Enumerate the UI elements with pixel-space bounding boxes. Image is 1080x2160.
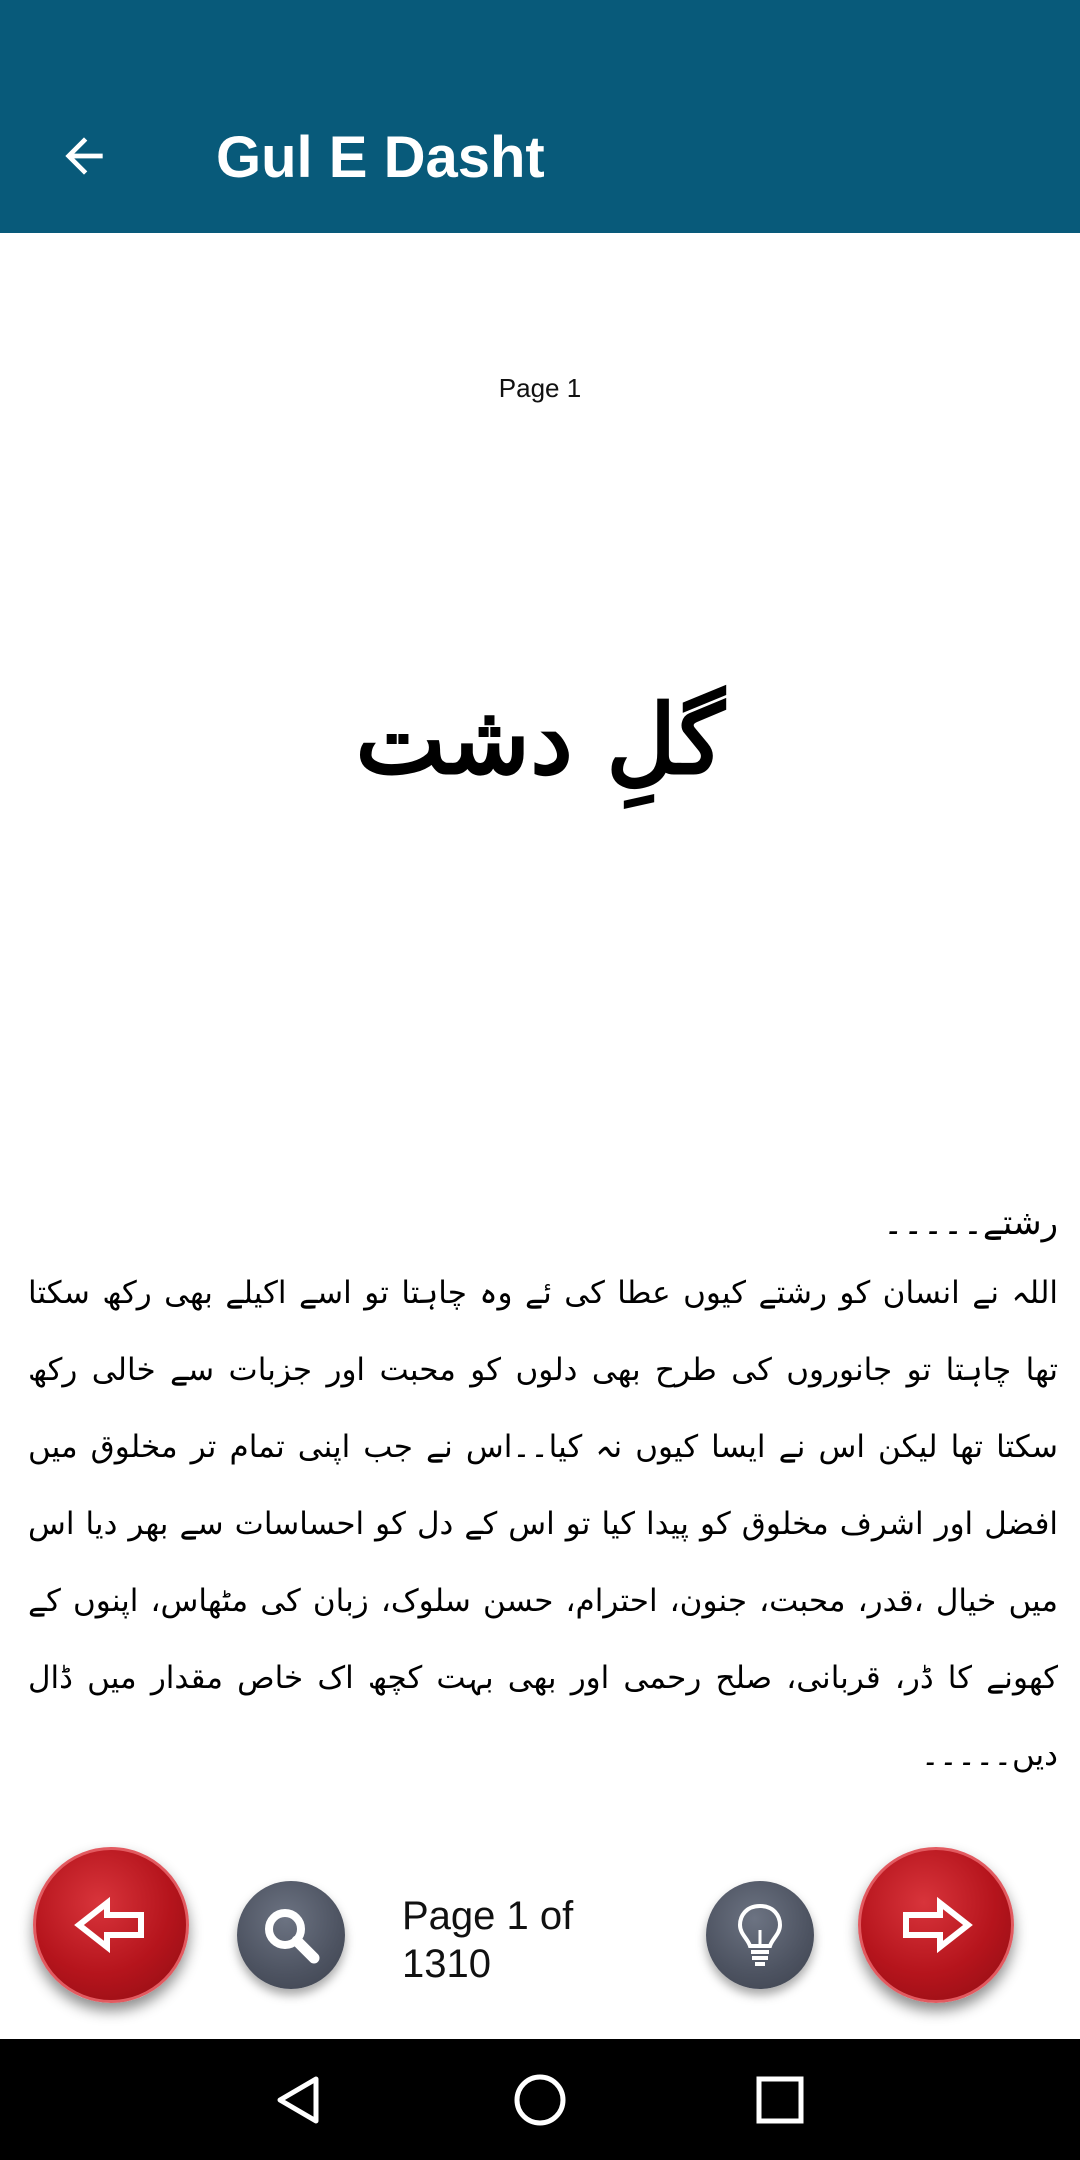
system-home-button[interactable] xyxy=(505,2065,575,2135)
arrow-right-outline-icon xyxy=(896,1895,976,1955)
system-back-button[interactable] xyxy=(264,2065,334,2135)
system-navigation-bar xyxy=(0,2039,1080,2160)
body-text xyxy=(28,1191,1058,1794)
paragraph: اللہ نے انسان کو رشتے کیوں عطا کی ئے وہ چاہتا تو اسے اکیلے بھی رکھ سکتا تھا چاہتا تو جانوروں کی طرح بھی دلوں کو محبت اور جزبات سے خالی رکھ سکتا تھا لیکن اس نے ایسا کیوں نہ کیا۔۔اس نے جب اپنی تمام تر مخلوق میں افضل اور اشرف مخلوق کو پیدا کیا تو اس کے دل کو احساسات سے بھر دیا اس میں خیال ،قدر، محبت، جنون، احترام، حسن سلوک، زبان کی مٹھاس، اپنوں کے کھونے کا ڈر، قربانی، صلح رحمی اور بھی بہت کچھ اک خاص مقدار میں ڈال دیں۔۔۔۔۔ xyxy=(28,1275,1058,1773)
arrow-left-outline-icon xyxy=(71,1895,151,1955)
hint-button[interactable] xyxy=(706,1881,814,1989)
arrow-left-icon xyxy=(56,128,112,184)
bottom-control-bar xyxy=(0,1820,1080,2039)
page-counter: Page 1 of 1310 xyxy=(402,1894,574,1986)
page-label: Page 1 xyxy=(498,373,582,403)
book-page xyxy=(0,233,1080,2039)
book-title: گلِ دشت xyxy=(355,683,725,796)
lightbulb-icon xyxy=(732,1900,788,1970)
section-heading: رشتے۔۔۔۔۔ xyxy=(883,1203,1058,1243)
previous-page-button[interactable] xyxy=(33,1847,189,2003)
search-button[interactable] xyxy=(237,1881,345,1989)
system-recents-button[interactable] xyxy=(745,2065,815,2135)
back-button[interactable] xyxy=(44,116,124,196)
search-icon xyxy=(258,1902,324,1968)
app-title: Gul E Dasht xyxy=(216,125,545,190)
square-recents-icon xyxy=(754,2074,806,2126)
app-bar xyxy=(0,0,1080,233)
next-page-button[interactable] xyxy=(858,1847,1014,2003)
circle-home-icon xyxy=(512,2072,568,2128)
triangle-back-icon xyxy=(272,2073,326,2127)
